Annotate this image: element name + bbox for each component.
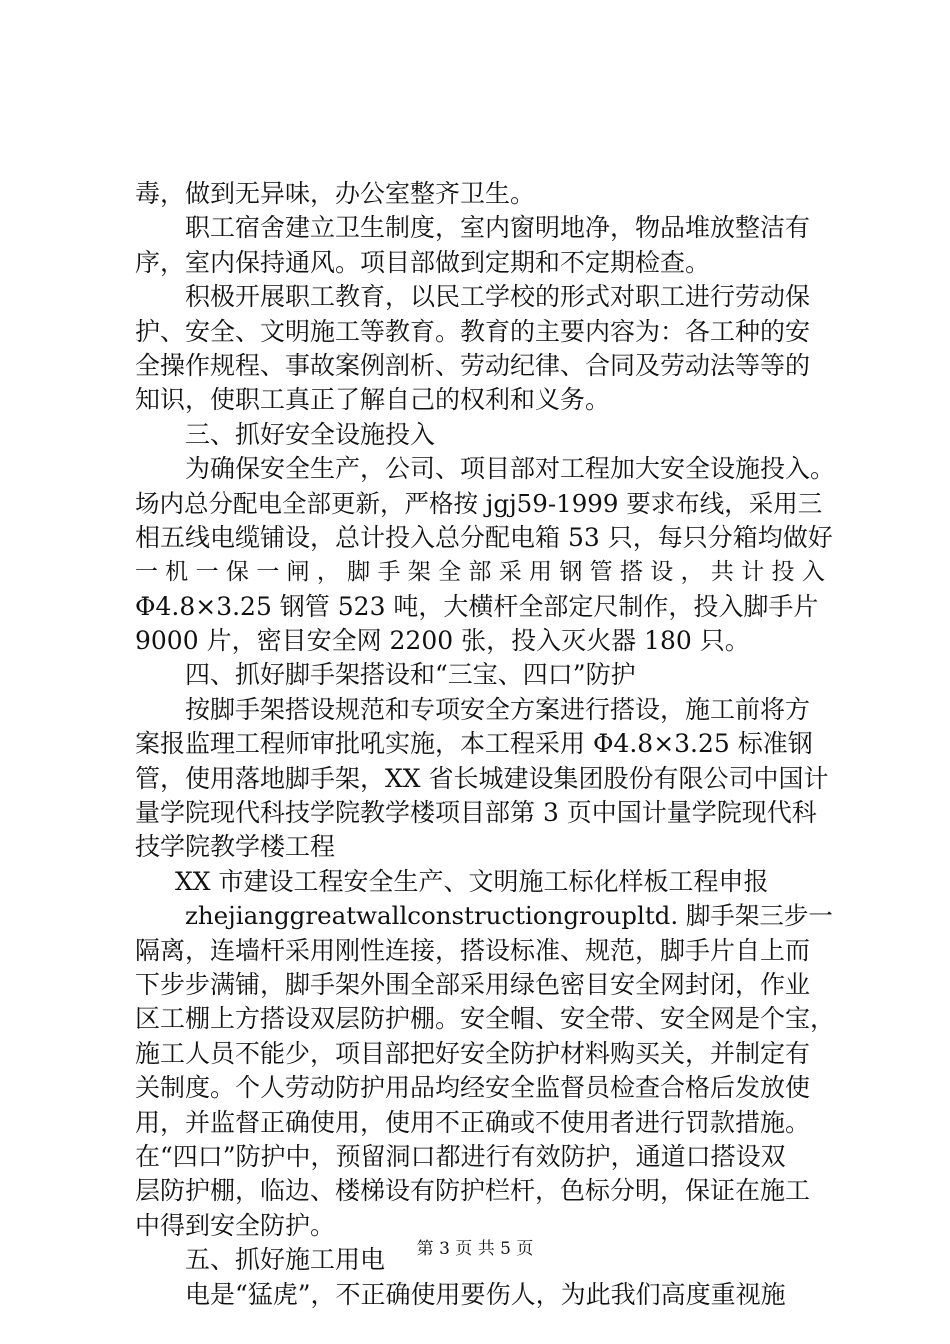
text-line: 层防护棚，临边、楼梯设有防护栏杆，色标分明，保证在施工 [135, 1176, 811, 1206]
text-line: 量学院现代科技学院教学楼项目部第 3 页中国计量学院现代科 [135, 798, 817, 828]
paragraph-start-line: 电是“猛虎”，不正确使用要伤人，为此我们高度重视施 [185, 1279, 786, 1309]
text-line: 在“四口”防护中，预留洞口都进行有效防护，通道口搭设双 [135, 1141, 786, 1171]
text-line: 一 机 一 保 一 闸 ， 脚 手 架 全 部 采 用 钢 管 搭 设 ， 共 计 投 入 [135, 559, 825, 586]
paragraph-start-line: 积极开展职工教育，以民工学校的形式对职工进行劳动保 [185, 282, 811, 312]
text-line: 9000 片，密目安全网 2200 张，投入灭火器 180 只。 [135, 626, 750, 656]
paragraph-start-line: 职工宿舍建立卫生制度，室内窗明地净，物品堆放整洁有 [185, 213, 811, 243]
paragraph-start-line: 为确保安全生产，公司、项目部对工程加大安全设施投入。 [185, 454, 836, 484]
text-line: 施工人员不能少，项目部把好安全防护材料购买关，并制定有 [135, 1038, 811, 1068]
paragraph-start-line: zhejianggreatwallconstructiongroupltd. 脚手架三步一 [185, 901, 833, 931]
section-heading: 五、抓好施工用电 [185, 1245, 386, 1275]
text-line: 相五线电缆铺设，总计投入总分配电箱 53 只，每只分箱均做好 [135, 522, 833, 552]
header-fragment-line: XX 市建设工程安全生产、文明施工标化样板工程申报 [175, 866, 769, 896]
section-heading: 三、抓好安全设施投入 [185, 419, 436, 449]
text-line: 案报监理工程师审批吼实施，本工程采用 Φ4.8×3.25 标准钢 [135, 729, 813, 759]
text-line: 场内总分配电全部更新，严格按 jgj59-1999 要求布线，采用三 [135, 488, 823, 518]
text-line: 毒，做到无异味，办公室整齐卫生。 [135, 179, 536, 208]
text-line: 全操作规程、事故案例剖析、劳动纪律、合同及劳动法等等的 [135, 350, 811, 380]
text-line: 中得到安全防护。 [135, 1210, 336, 1240]
text-line: 用，并监督正确使用，使用不正确或不使用者进行罚款措施。 [135, 1107, 811, 1137]
paragraph-start-line: 按脚手架搭设规范和专项安全方案进行搭设，施工前将方 [185, 694, 811, 724]
text-line: 关制度。个人劳动防护用品均经安全监督员检查合格后发放使 [135, 1073, 811, 1103]
text-line: 技学院教学楼工程 [135, 832, 336, 862]
text-line: 知识，使职工真正了解自己的权利和义务。 [135, 385, 611, 415]
text-line: 下步步满铺，脚手架外围全部采用绿色密目安全网封闭，作业 [135, 969, 811, 999]
text-line: 序，室内保持通风。项目部做到定期和不定期检查。 [135, 247, 711, 277]
text-line: Φ4.8×3.25 钢管 523 吨，大横杆全部定尺制作，投入脚手片 [135, 591, 819, 621]
page-number: 第 3 页 共 5 页 [416, 1239, 534, 1259]
page-footer [0, 1238, 950, 1260]
text-line: 隔离，连墙杆采用刚性连接，搭设标准、规范，脚手片自上而 [135, 935, 811, 965]
document-body [135, 177, 835, 1312]
section-heading: 四、抓好脚手架搭设和“三宝、四口”防护 [185, 660, 636, 690]
text-line: 管，使用落地脚手架，XX 省长城建设集团股份有限公司中国计 [135, 763, 829, 793]
text-line: 护、安全、文明施工等教育。教育的主要内容为：各工种的安 [135, 316, 811, 346]
text-line: 区工棚上方搭设双层防护棚。安全帽、安全带、安全网是个宝， [135, 1004, 836, 1034]
